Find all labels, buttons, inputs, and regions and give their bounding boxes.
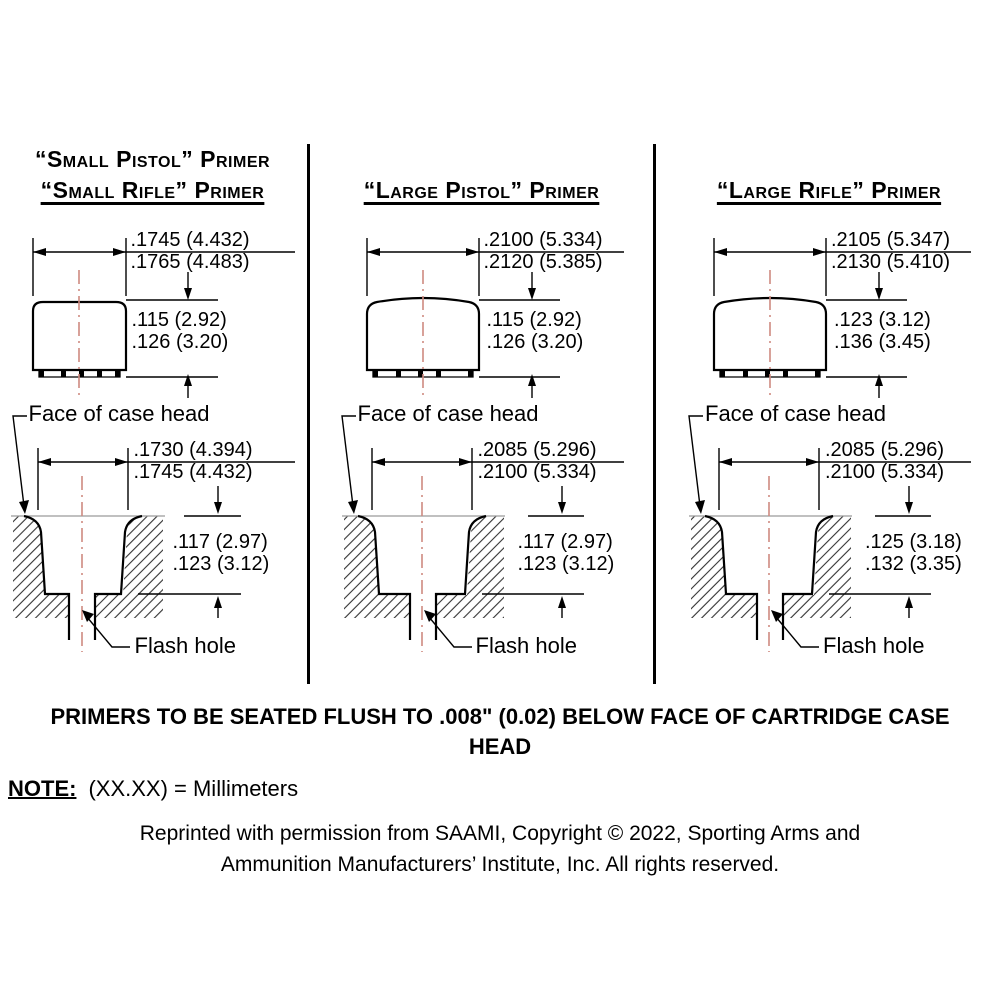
face-of-case-head-label: Face of case head xyxy=(705,401,887,426)
dimension-value: .117 (2.97) xyxy=(517,531,613,553)
dimension-value: .123 (3.12) xyxy=(517,553,615,575)
dimension-value: .117 (2.97) xyxy=(172,531,268,553)
pocket-depth-dimension xyxy=(865,531,962,575)
title-line-2: “Large Pistol” Primer xyxy=(363,177,600,203)
dimension-value: .1745 (4.432) xyxy=(133,461,253,483)
note-text: (XX.XX) = Millimeters xyxy=(88,776,299,801)
dimension-value: .1745 (4.432) xyxy=(130,229,250,251)
dimension-value: .2120 (5.385) xyxy=(483,251,603,273)
dimension-value: .2085 (5.296) xyxy=(825,439,944,461)
column-title xyxy=(35,140,270,206)
face-of-case-head-label: Face of case head xyxy=(28,401,210,426)
column-title xyxy=(717,140,941,206)
flash-hole-label: Flash hole xyxy=(134,633,237,658)
cup-width-dimension xyxy=(831,229,950,273)
pocket-width-dimension xyxy=(825,439,944,483)
dimension-value: .125 (3.18) xyxy=(865,531,962,553)
cup-height-dimension xyxy=(132,309,229,353)
dimension-value: .115 (2.92) xyxy=(486,309,582,331)
title-line-2: “Large Rifle” Primer xyxy=(716,177,942,203)
dimension-value: .123 (3.12) xyxy=(172,553,270,575)
primer-drawing xyxy=(332,210,632,675)
dimension-value: .2085 (5.296) xyxy=(477,439,597,461)
pocket-width-dimension xyxy=(478,439,597,483)
note-label: NOTE: xyxy=(8,776,77,801)
face-of-case-head-label: Face of case head xyxy=(357,401,539,426)
column-large-pistol xyxy=(313,140,651,675)
title-line-1: “Small Pistol” Primer xyxy=(34,146,271,172)
dimension-value: .2100 (5.334) xyxy=(477,461,597,483)
dimension-value: .2100 (5.334) xyxy=(483,229,603,251)
primer-drawing xyxy=(679,210,979,675)
dimension-value: .1765 (4.483) xyxy=(130,251,250,273)
primer-drawing xyxy=(3,210,303,675)
dimension-value: .126 (3.20) xyxy=(486,331,584,353)
dimension-value: .2130 (5.410) xyxy=(831,251,950,273)
cup-height-dimension xyxy=(487,309,584,353)
millimeter-note xyxy=(8,776,1000,802)
column-divider xyxy=(307,144,310,684)
column-large-rifle xyxy=(658,140,1000,675)
dimension-value: .123 (3.12) xyxy=(834,309,931,331)
dimension-value: .2105 (5.347) xyxy=(831,229,950,251)
column-small-primer xyxy=(0,140,305,675)
cup-height-dimension xyxy=(834,309,931,353)
column-divider xyxy=(653,144,656,684)
seating-note: PRIMERS TO BE SEATED FLUSH TO .008" (0.02) BELOW FACE OF CARTRIDGE CASE HEAD xyxy=(50,704,950,759)
pocket-width-dimension xyxy=(134,439,253,483)
dimension-value: .126 (3.20) xyxy=(131,331,229,353)
title-line-2: “Small Rifle” Primer xyxy=(40,177,265,203)
pocket-depth-dimension xyxy=(173,531,270,575)
dimension-value: .115 (2.92) xyxy=(131,309,227,331)
copyright-text: Reprinted with permission from SAAMI, Copyright © 2022, Sporting Arms and Ammunition Manufacturers’ Institute, Inc. All rights reserved. xyxy=(139,822,861,876)
cup-width-dimension xyxy=(131,229,250,273)
cup-width-dimension xyxy=(484,229,603,273)
dimension-value: .2100 (5.334) xyxy=(825,461,944,483)
dimension-value: .136 (3.45) xyxy=(834,331,931,353)
flash-hole-label: Flash hole xyxy=(823,633,925,658)
column-title xyxy=(364,140,600,206)
pocket-depth-dimension xyxy=(518,531,615,575)
flash-hole-label: Flash hole xyxy=(475,633,578,658)
dimension-value: .132 (3.35) xyxy=(865,553,962,575)
dimension-value: .1730 (4.394) xyxy=(133,439,253,461)
